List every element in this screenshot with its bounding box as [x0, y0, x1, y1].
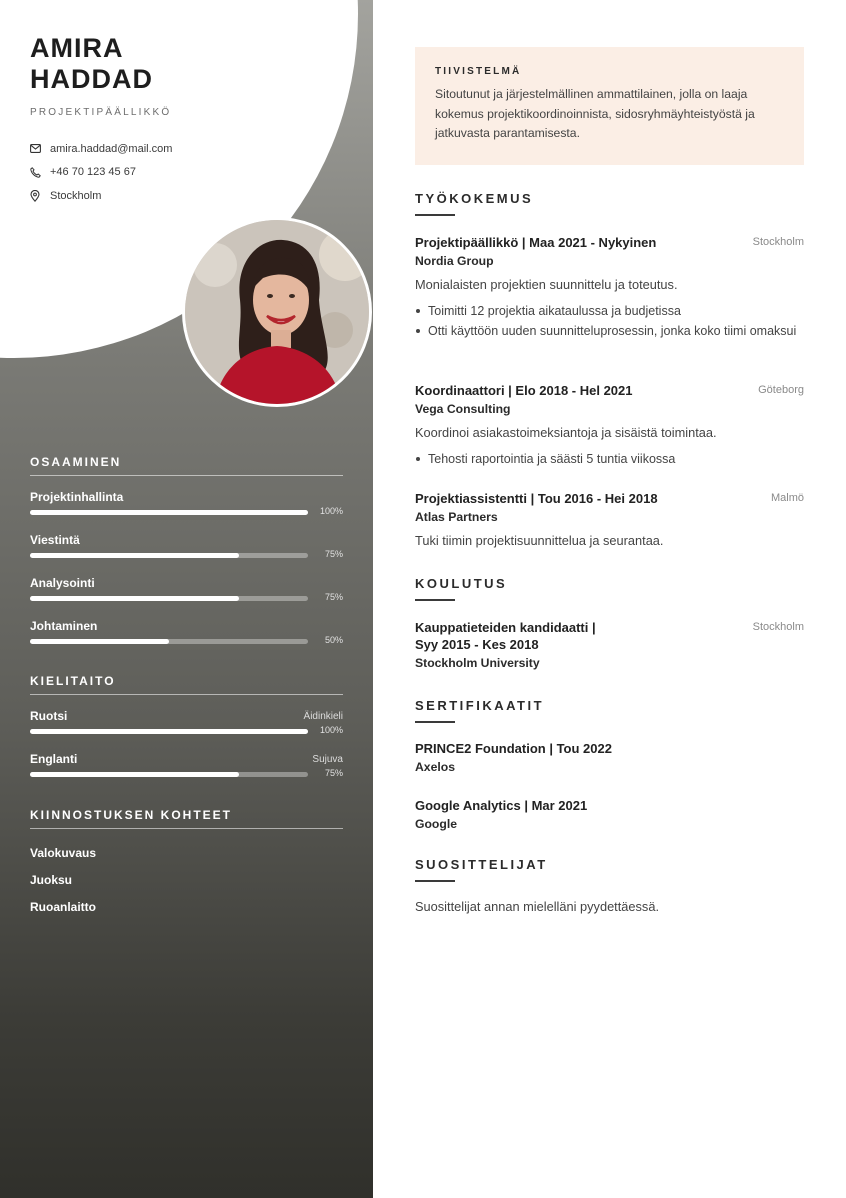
job-location: Stockholm	[752, 236, 804, 248]
achievement-item: Otti käyttöön uuden suunnitteluprosessin, jonka koko tiimi omaksui	[415, 321, 804, 341]
education-entry	[415, 619, 804, 670]
skill-percent: 75%	[324, 592, 343, 602]
experience-heading: TYÖKOKEMUS	[415, 191, 534, 206]
phone-icon	[30, 167, 50, 178]
job-title: Projektiassistentti | Tou 2016 - Hei 2018	[415, 491, 658, 506]
skill-bar	[30, 510, 308, 515]
language-percent: 100%	[319, 725, 343, 735]
skill-row	[30, 490, 343, 533]
contact-location-text: Stockholm	[50, 189, 102, 202]
language-bar	[30, 729, 308, 734]
skill-bar-fill	[30, 510, 308, 515]
language-name: Ruotsi	[30, 709, 68, 723]
summary-text: Sitoutunut ja järjestelmällinen ammattilainen, jolla on laaja kokemus projektikoordinoinnista, sidosryhmäyhteistyöstä ja jatkuvasta parantamisesta.	[435, 87, 755, 140]
certificate-entry	[415, 797, 804, 831]
skill-bar-fill	[30, 639, 169, 644]
language-name: Englanti	[30, 752, 78, 766]
skills-section	[30, 455, 343, 662]
languages-heading: KIELITAITO	[30, 674, 343, 695]
language-level: Sujuva	[312, 754, 343, 765]
job-description: Monialaisten projektien suunnittelu ja toteutus.	[415, 277, 678, 292]
language-bar-fill	[30, 729, 308, 734]
job-description: Koordinoi asiakastoimeksiantoja ja sisäistä toimintaa.	[415, 425, 717, 440]
skill-bar	[30, 596, 308, 601]
school-name: Stockholm University	[415, 656, 540, 670]
degree-title: Kauppatieteiden kandidaatti |	[415, 620, 596, 635]
languages-section	[30, 674, 343, 795]
job-achievements	[415, 449, 804, 469]
candidate-name	[30, 33, 153, 95]
language-row	[30, 752, 343, 795]
section-divider	[415, 880, 455, 882]
skill-name: Projektinhallinta	[30, 490, 124, 504]
section-divider	[415, 721, 455, 723]
achievement-item: Tehosti raportointia ja säästi 5 tuntia viikossa	[415, 449, 804, 469]
mail-icon	[30, 144, 50, 153]
language-row	[30, 709, 343, 752]
interest-item: Juoksu	[30, 873, 73, 887]
achievement-item: Toimitti 12 projektia aikataulussa ja budjetissa	[415, 301, 804, 321]
last-name: HADDAD	[30, 64, 153, 94]
summary-box	[415, 47, 804, 165]
section-divider	[415, 599, 455, 601]
contact-email[interactable]	[30, 137, 172, 161]
skill-bar-fill	[30, 553, 239, 558]
first-name: AMIRA	[30, 33, 124, 63]
skill-percent: 50%	[324, 635, 343, 645]
sidebar	[0, 0, 373, 1198]
interest-item: Ruoanlaitto	[30, 900, 96, 914]
job-title: Koordinaattori | Elo 2018 - Hel 2021	[415, 383, 633, 398]
portrait-illustration	[185, 220, 369, 404]
skill-name: Johtaminen	[30, 619, 98, 633]
language-level: Äidinkieli	[303, 711, 343, 722]
certificate-issuer: Google	[415, 817, 457, 831]
skills-heading: OSAAMINEN	[30, 455, 343, 476]
education-heading: KOULUTUS	[415, 576, 508, 591]
degree-dates: Syy 2015 - Kes 2018	[415, 637, 539, 652]
job-company: Vega Consulting	[415, 402, 511, 416]
language-bar	[30, 772, 308, 777]
certificate-title: PRINCE2 Foundation | Tou 2022	[415, 741, 612, 756]
job-title: Projektipäällikkö | Maa 2021 - Nykyinen	[415, 235, 657, 250]
job-entry	[415, 490, 804, 548]
skill-bar	[30, 553, 308, 558]
language-bar-fill	[30, 772, 239, 777]
references-heading: SUOSITTELIJAT	[415, 857, 548, 872]
language-percent: 75%	[324, 768, 343, 778]
job-location: Göteborg	[758, 384, 804, 396]
skill-row	[30, 619, 343, 662]
interests-section	[30, 808, 343, 927]
certificate-issuer: Axelos	[415, 760, 455, 774]
interests-heading: KIINNOSTUKSEN KOHTEET	[30, 808, 343, 829]
job-entry	[415, 234, 804, 341]
contact-email-text: amira.haddad@mail.com	[50, 142, 173, 155]
skill-name: Analysointi	[30, 576, 95, 590]
certificate-title: Google Analytics | Mar 2021	[415, 798, 588, 813]
contact-phone-text: +46 70 123 45 67	[50, 166, 136, 179]
location-icon	[30, 190, 50, 202]
skill-name: Viestintä	[30, 533, 80, 547]
references-text: Suosittelijat annan mielelläni pyydettäessä.	[415, 899, 659, 914]
contact-list	[30, 137, 172, 208]
skill-bar	[30, 639, 308, 644]
skill-row	[30, 576, 343, 619]
job-company: Atlas Partners	[415, 510, 498, 524]
job-entry	[415, 382, 804, 469]
job-location: Malmö	[770, 492, 804, 504]
interest-item: Valokuvaus	[30, 846, 97, 860]
skill-row	[30, 533, 343, 576]
skill-bar-fill	[30, 596, 239, 601]
section-divider	[415, 214, 455, 216]
certificate-entry	[415, 740, 804, 774]
skill-percent: 100%	[319, 506, 343, 516]
certificates-heading: SERTIFIKAATIT	[415, 698, 545, 713]
job-description: Tuki tiimin projektisuunnittelua ja seurantaa.	[415, 533, 664, 548]
job-achievements	[415, 301, 804, 341]
profile-photo	[182, 217, 372, 407]
job-company: Nordia Group	[415, 254, 494, 268]
education-location: Stockholm	[752, 621, 804, 633]
skill-percent: 75%	[324, 549, 343, 559]
summary-heading: TIIVISTELMÄ	[435, 66, 522, 77]
contact-location	[30, 184, 172, 208]
contact-phone[interactable]	[30, 161, 172, 185]
job-role: PROJEKTIPÄÄLLIKKÖ	[30, 107, 172, 118]
